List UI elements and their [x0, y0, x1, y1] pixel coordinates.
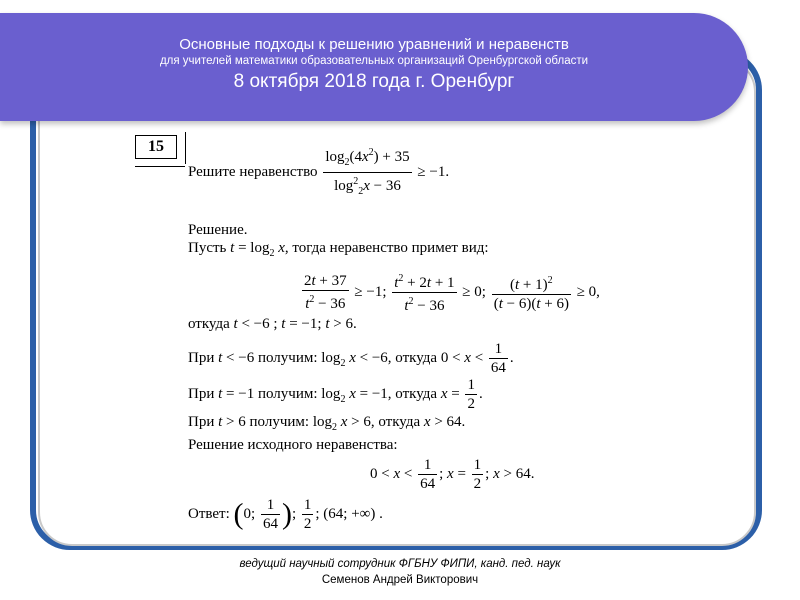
combined-solution: 0 < x < $\frac{1}{64}$ ; x = $\frac{1}{2}$ ; x > 64. — [370, 457, 535, 492]
solution-label: Решение. — [188, 222, 248, 238]
transformed-inequalities: $\frac{2t + 37}{t^2 - 36}$ ≥ −1; $\frac{t^2 + 2t + 1}{t^2 - 36}$ ≥ 0; $\frac{(t + 1)^2}{(t - 6)(t + 6)}$ ≥ 0, — [300, 270, 600, 315]
header-banner — [0, 13, 748, 121]
task-fraction: $\frac{\log_2(4x^2) + 35}{\log^2_2x - 36}$ — [323, 144, 411, 201]
case-1-line: При t < −6 получим: $\log_2 x < -6$, откуда 0 < x < $\frac{1}{64}$ . — [188, 341, 514, 376]
header-title: Основные подходы к решению уравнений и неравенств — [179, 36, 569, 53]
answer-label: Ответ: — [188, 505, 230, 522]
header-subtitle: для учителей математики образовательных организаций Оренбургской области — [159, 55, 589, 67]
task-prefix: Решите неравенство — [188, 163, 318, 180]
header-date-place: 8 октября 2018 года г. Оренбург — [233, 71, 515, 92]
number-divider-vertical — [185, 132, 186, 164]
footer-position: ведущий научный сотрудник ФГБНУ ФИПИ, канд. пед. наук — [239, 558, 561, 570]
problem-number: 15 — [135, 135, 177, 159]
task-line: Решите неравенство $\frac{\log_2(4x^2) + 35}{\log^2_2x - 36}$ ≥ −1. — [188, 144, 449, 201]
footer-author: Семенов Андрей Викторович — [321, 574, 479, 586]
t-solution-line: откуда t < −6 ; t = −1; t > 6. — [188, 316, 357, 332]
substitution-line: Пусть $t = \log_2 x$, тогда неравенство примет вид: — [188, 240, 489, 259]
original-solution-label: Решение исходного неравенства: — [188, 437, 398, 453]
answer-line: Ответ: (0; $\frac{1}{64}$ ); $\frac{1}{2}$ ; (64; +∞) . — [188, 497, 383, 532]
case-2-line: При t = −1 получим: $\log_2 x = -1$, откуда x = $\frac{1}{2}$ . — [188, 377, 483, 412]
number-divider-horizontal — [135, 166, 185, 167]
case-3-line: При t > 6 получим: $\log_2 x > 6$, откуда x > 64. — [188, 414, 466, 433]
